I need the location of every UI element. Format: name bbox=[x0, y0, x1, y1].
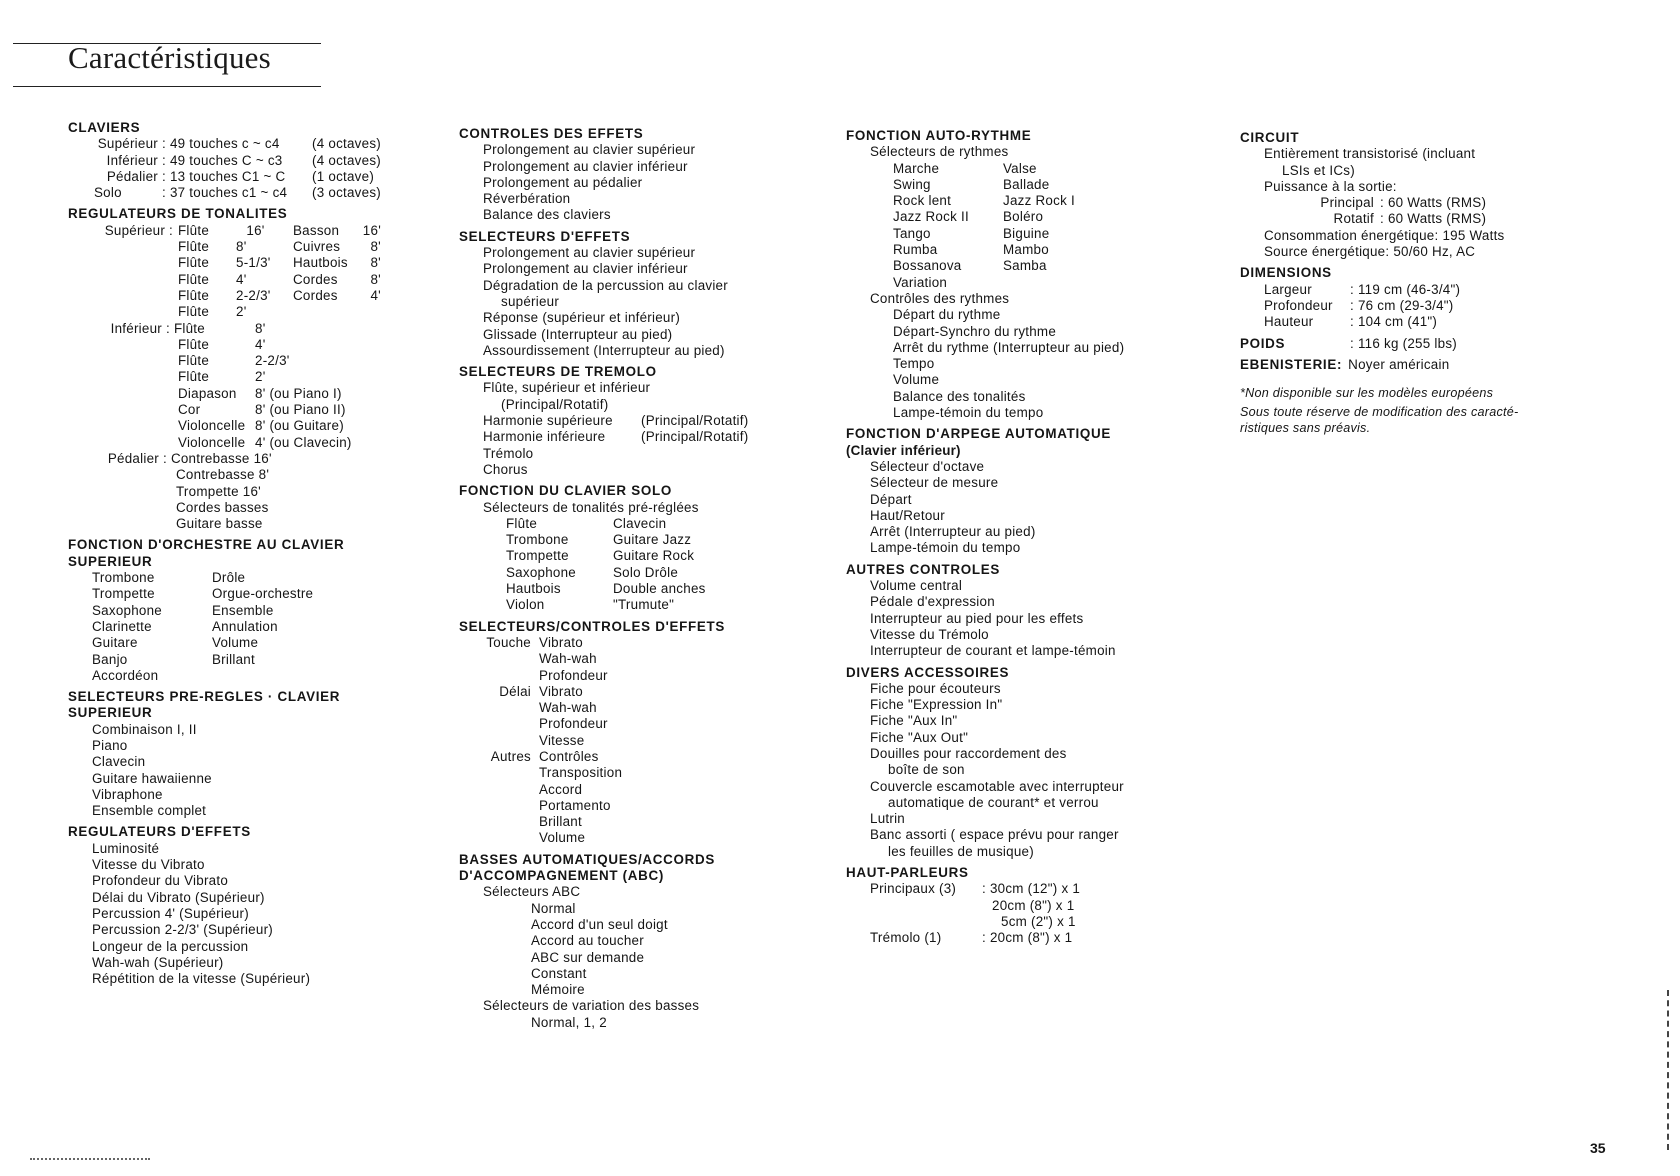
poids-value: : 116 kg (255 lbs) bbox=[1350, 335, 1457, 351]
orchestre-row: Trombone Drôle bbox=[92, 570, 246, 586]
solo-heading: FONCTION DU CLAVIER SOLO bbox=[459, 483, 672, 499]
sel-controles-row: Délai Vibrato bbox=[499, 683, 583, 699]
list-item: Accord au toucher bbox=[531, 933, 644, 949]
poids-heading: POIDS bbox=[1240, 335, 1286, 351]
sel-controles-row: Touche Vibrato bbox=[486, 634, 583, 650]
list-item: Percussion 2-2/3' (Supérieur) bbox=[92, 922, 273, 938]
section-orchestre bbox=[68, 537, 381, 684]
list-item: Lampe-témoin du tempo bbox=[870, 540, 1021, 556]
list-item: Sélecteurs ABC bbox=[483, 884, 581, 900]
solo-row: Hautbois Double anches bbox=[506, 581, 706, 597]
column-2 bbox=[459, 126, 748, 1036]
tonalites-inf-row: Violoncelle 8' (ou Guitare) bbox=[178, 418, 344, 434]
tonalites-row: Supérieur : Flûte 16' Basson 16' bbox=[104, 222, 381, 238]
list-item: Normal bbox=[531, 900, 576, 916]
preregles-heading: SELECTEURS PRE-REGLES · CLAVIER bbox=[68, 689, 341, 705]
list-item: Flûte, supérieur et inférieur bbox=[483, 380, 651, 396]
tonalites-inf-row: Diapason 8' (ou Piano I) bbox=[178, 385, 342, 401]
list-item: Balance des claviers bbox=[483, 207, 611, 223]
list-item: Longeur de la percussion bbox=[92, 938, 249, 954]
column-4 bbox=[1240, 130, 1518, 436]
list-item: Normal, 1, 2 bbox=[531, 1014, 607, 1030]
section-regulateurs-effets bbox=[68, 824, 381, 987]
list-item: Lutrin bbox=[870, 811, 905, 827]
list-item: Dégradation de la percussion au clavier bbox=[483, 277, 728, 293]
list-item: Réverbération bbox=[483, 191, 571, 207]
page-edge bbox=[1667, 990, 1669, 1150]
reg-effets-heading: REGULATEURS D'EFFETS bbox=[68, 824, 251, 840]
scan-artifact bbox=[30, 1158, 150, 1160]
solo-row: Flûte Clavecin bbox=[506, 515, 667, 531]
tonalites-heading: REGULATEURS DE TONALITES bbox=[68, 206, 288, 222]
sel-controles-row: Volume bbox=[539, 830, 586, 846]
list-item: Départ du rythme bbox=[893, 307, 1001, 323]
list-item: Luminosité bbox=[92, 840, 160, 856]
selecteurs-effets-heading: SELECTEURS D'EFFETS bbox=[459, 228, 631, 244]
rythme-row: Swing Ballade bbox=[893, 176, 1050, 192]
sel-controles-row: Profondeur bbox=[539, 667, 608, 683]
list-item: Prolongement au clavier supérieur bbox=[483, 245, 696, 261]
orchestre-row: Accordéon bbox=[92, 667, 159, 683]
tonalites-row: Flûte 2' bbox=[178, 304, 247, 320]
list-item: Consommation énergétique: 195 Watts bbox=[1264, 227, 1505, 243]
list-item: Wah-wah (Supérieur) bbox=[92, 954, 224, 970]
circuit-row: Rotatif : 60 Watts (RMS) bbox=[1333, 211, 1487, 227]
list-item: Réponse (supérieur et inférieur) bbox=[483, 310, 681, 326]
circuit-heading: CIRCUIT bbox=[1240, 130, 1300, 145]
list-item: LSIs et ICs) bbox=[1282, 162, 1355, 178]
sel-controles-row: Wah-wah bbox=[539, 651, 597, 667]
list-item: Piano bbox=[92, 737, 128, 753]
hautparleurs-row: Principaux (3) : 30cm (12") x 1 bbox=[870, 881, 1081, 897]
list-item: Sélecteur d'octave bbox=[870, 458, 985, 474]
list-item: Volume central bbox=[870, 578, 963, 594]
section-dimensions bbox=[1240, 265, 1518, 330]
claviers-heading: CLAVIERS bbox=[68, 120, 141, 135]
list-item: Entièrement transistorisé (incluant bbox=[1264, 146, 1476, 162]
sel-controles-row: Accord bbox=[539, 781, 583, 797]
tonalites-row: Flûte 4' Cordes 8' bbox=[178, 271, 381, 287]
tonalites-row: Flûte 8' Cuivres 8' bbox=[178, 239, 381, 255]
tonalites-ped-row: Cordes basses bbox=[176, 499, 269, 515]
list-item: Prolongement au clavier inférieur bbox=[483, 158, 688, 174]
arpege-subheading: (Clavier inférieur) bbox=[846, 442, 961, 458]
orchestre-row: Banjo Brillant bbox=[92, 651, 255, 667]
list-item: Combinaison I, II bbox=[92, 721, 197, 737]
section-ebenisterie bbox=[1240, 357, 1518, 373]
section-tonalites bbox=[68, 206, 381, 532]
rythme-heading: FONCTION AUTO-RYTHME bbox=[846, 128, 1032, 143]
list-item: Douilles pour raccordement des bbox=[870, 745, 1067, 761]
list-item: Balance des tonalités bbox=[893, 388, 1026, 404]
list-item: Contrôles des rythmes bbox=[870, 290, 1010, 306]
tremolo-heading: SELECTEURS DE TREMOLO bbox=[459, 364, 657, 380]
controles-effets-heading: CONTROLES DES EFFETS bbox=[459, 126, 644, 141]
dimensions-row: Hauteur : 104 cm (41") bbox=[1264, 314, 1438, 330]
list-item: Vitesse du Trémolo bbox=[870, 626, 989, 642]
section-controles-effets bbox=[459, 126, 748, 224]
section-tremolo bbox=[459, 364, 748, 478]
rythme-row: Tango Biguine bbox=[893, 225, 1050, 241]
list-item: Tempo bbox=[893, 356, 935, 372]
page-number: 35 bbox=[1590, 1140, 1606, 1156]
rythme-row: Bossanova Samba bbox=[893, 258, 1047, 274]
hautparleurs-heading: HAUT-PARLEURS bbox=[846, 865, 969, 881]
list-item: Fiche "Expression In" bbox=[870, 697, 1003, 713]
tonalites-inf-row: Inférieur : Flûte 8' bbox=[110, 320, 266, 336]
dimensions-heading: DIMENSIONS bbox=[1240, 265, 1332, 281]
tremolo-row: Harmonie supérieure (Principal/Rotatif) bbox=[483, 413, 749, 429]
claviers-row: Supérieur : 49 touches c ~ c4 (4 octaves) bbox=[97, 136, 381, 152]
footnote: *Non disponible sur les modèles européens bbox=[1240, 386, 1494, 401]
list-item: Prolongement au clavier supérieur bbox=[483, 142, 696, 158]
list-item: automatique de courant* et verrou bbox=[888, 794, 1099, 810]
basses-heading-2: D'ACCOMPAGNEMENT (ABC) bbox=[459, 868, 665, 884]
hautparleurs-row: Trémolo (1) : 20cm (8") x 1 bbox=[870, 930, 1073, 946]
list-item: Fiche "Aux Out" bbox=[870, 729, 969, 745]
list-item: Vitesse du Vibrato bbox=[92, 857, 205, 873]
list-item: Puissance à la sortie: bbox=[1264, 178, 1397, 194]
sel-controles-heading: SELECTEURS/CONTROLES D'EFFETS bbox=[459, 618, 726, 634]
dimensions-row: Profondeur : 76 cm (29-3/4") bbox=[1264, 297, 1454, 313]
list-item: Guitare hawaiienne bbox=[92, 770, 212, 786]
section-autres-controles bbox=[846, 562, 1124, 660]
list-item: Répétition de la vitesse (Supérieur) bbox=[92, 971, 311, 987]
list-item: Constant bbox=[531, 965, 587, 981]
list-item: Départ bbox=[870, 491, 912, 507]
footnote: Sous toute réserve de modification des caracté- bbox=[1240, 405, 1519, 420]
circuit-row: Principal : 60 Watts (RMS) bbox=[1320, 195, 1487, 211]
ebenisterie-heading: EBENISTERIE: bbox=[1240, 356, 1343, 372]
list-item: Sélecteurs de rythmes bbox=[870, 144, 1009, 160]
list-item: supérieur bbox=[501, 293, 560, 309]
solo-row: Saxophone Solo Drôle bbox=[506, 564, 679, 580]
dimensions-row: Largeur : 119 cm (46-3/4") bbox=[1264, 281, 1461, 297]
orchestre-heading-2: SUPERIEUR bbox=[68, 553, 153, 569]
orchestre-row: Saxophone Ensemble bbox=[92, 602, 274, 618]
sel-controles-row: Autres Contrôles bbox=[490, 748, 599, 764]
list-item: Percussion 4' (Supérieur) bbox=[92, 905, 249, 921]
rythme-row: Rock lent Jazz Rock I bbox=[893, 193, 1075, 209]
list-item: Fiche "Aux In" bbox=[870, 713, 958, 729]
list-item: Chorus bbox=[483, 461, 528, 477]
page-title: Caractéristiques bbox=[68, 40, 271, 75]
list-item: Délai du Vibrato (Supérieur) bbox=[92, 889, 265, 905]
sel-controles-row: Vitesse bbox=[539, 732, 585, 748]
accessoires-heading: DIVERS ACCESSOIRES bbox=[846, 664, 1010, 680]
orchestre-heading: FONCTION D'ORCHESTRE AU CLAVIER bbox=[68, 537, 345, 553]
tonalites-row: Flûte 2-2/3' Cordes 4' bbox=[178, 287, 381, 303]
sel-controles-row: Profondeur bbox=[539, 716, 608, 732]
column-3 bbox=[846, 128, 1124, 952]
claviers-row: Pédalier : 13 touches C1 ~ C (1 octave) bbox=[106, 168, 375, 184]
tonalites-inf-row: Flûte 2-2/3' bbox=[178, 353, 290, 369]
arpege-heading: FONCTION D'ARPEGE AUTOMATIQUE bbox=[846, 426, 1112, 442]
list-item: Profondeur du Vibrato bbox=[92, 873, 229, 889]
sel-controles-row: Portamento bbox=[539, 797, 611, 813]
claviers-row: Inférieur : 49 touches C ~ c3 (4 octaves) bbox=[106, 152, 381, 168]
orchestre-row: Guitare Volume bbox=[92, 635, 259, 651]
tonalites-ped-row: Contrebasse 8' bbox=[176, 467, 270, 483]
tonalites-ped-row: Trompette 16' bbox=[176, 483, 261, 499]
list-item: Glissade (Interrupteur au pied) bbox=[483, 326, 673, 342]
sel-controles-row: Wah-wah bbox=[539, 700, 597, 716]
list-item: Arrêt (Interrupteur au pied) bbox=[870, 524, 1036, 540]
rythme-row: Jazz Rock II Boléro bbox=[893, 209, 1044, 225]
list-item: boîte de son bbox=[888, 762, 965, 778]
tonalites-inf-row: Violoncelle 4' (ou Clavecin) bbox=[178, 434, 352, 450]
basses-heading: BASSES AUTOMATIQUES/ACCORDS bbox=[459, 851, 715, 867]
orchestre-row: Clarinette Annulation bbox=[92, 618, 278, 634]
orchestre-row: Trompette Orgue-orchestre bbox=[92, 586, 314, 602]
section-selecteurs-effets bbox=[459, 229, 748, 359]
solo-row: Trompette Guitare Rock bbox=[506, 548, 695, 564]
section-arpege bbox=[846, 426, 1124, 556]
preregles-heading-2: SUPERIEUR bbox=[68, 705, 153, 721]
section-selecteurs-controles bbox=[459, 619, 748, 847]
list-item: Sélecteurs de tonalités pré-réglées bbox=[483, 499, 699, 515]
footnotes bbox=[1240, 385, 1518, 436]
list-item: Couvercle escamotable avec interrupteur bbox=[870, 778, 1124, 794]
list-item: Trémolo bbox=[483, 445, 534, 461]
list-item: (Principal/Rotatif) bbox=[501, 396, 609, 412]
list-item: Départ-Synchro du rythme bbox=[893, 323, 1057, 339]
list-item: Accord d'un seul doigt bbox=[531, 916, 668, 932]
column-1 bbox=[68, 120, 381, 992]
title-bottom-rule bbox=[13, 86, 321, 87]
list-item: Prolongement au pédalier bbox=[483, 174, 643, 190]
ebenisterie-value: Noyer américain bbox=[1348, 356, 1450, 372]
tonalites-row: Flûte 5-1/3' Hautbois 8' bbox=[178, 255, 381, 271]
sel-controles-row: Transposition bbox=[539, 765, 623, 781]
list-item: Volume bbox=[893, 372, 940, 388]
tonalites-inf-row: Flûte 4' bbox=[178, 336, 266, 352]
list-item: Interrupteur de courant et lampe-témoin bbox=[870, 643, 1116, 659]
tonalites-inf-row: Cor 8' (ou Piano II) bbox=[178, 402, 346, 418]
section-accessoires bbox=[846, 665, 1124, 861]
section-clavier-solo bbox=[459, 483, 748, 613]
hautparleurs-row: 5cm (2") x 1 bbox=[1001, 913, 1076, 929]
solo-row: Violon "Trumute" bbox=[506, 597, 675, 613]
tonalites-inf-row: Flûte 2' bbox=[178, 369, 266, 385]
list-item: Pédale d'expression bbox=[870, 594, 995, 610]
list-item: Mémoire bbox=[531, 982, 585, 998]
list-item: ABC sur demande bbox=[531, 949, 645, 965]
rythme-row: Variation bbox=[893, 274, 948, 290]
list-item: Clavecin bbox=[92, 754, 146, 770]
list-item: Prolongement au clavier inférieur bbox=[483, 261, 688, 277]
list-item: Ensemble complet bbox=[92, 803, 207, 819]
list-item: Sélecteur de mesure bbox=[870, 475, 999, 491]
section-haut-parleurs bbox=[846, 865, 1124, 946]
section-poids bbox=[1240, 336, 1518, 352]
rythme-row: Rumba Mambo bbox=[893, 242, 1049, 258]
list-item: Lampe-témoin du tempo bbox=[893, 405, 1044, 421]
footnote: ristiques sans préavis. bbox=[1240, 421, 1371, 436]
tonalites-ped-row: Guitare basse bbox=[176, 516, 263, 532]
list-item: Interrupteur au pied pour les effets bbox=[870, 610, 1084, 626]
section-claviers bbox=[68, 120, 381, 201]
list-item: Haut/Retour bbox=[870, 507, 945, 523]
solo-row: Trombone Guitare Jazz bbox=[506, 532, 692, 548]
section-preregles bbox=[68, 689, 381, 819]
section-basses bbox=[459, 852, 748, 1031]
list-item: les feuilles de musique) bbox=[888, 843, 1034, 859]
section-circuit bbox=[1240, 130, 1518, 260]
list-item: Sélecteurs de variation des basses bbox=[483, 998, 700, 1014]
claviers-row: Solo : 37 touches c1 ~ c4 (3 octaves) bbox=[94, 185, 381, 201]
list-item: Arrêt du rythme (Interrupteur au pied) bbox=[893, 339, 1125, 355]
sel-controles-row: Brillant bbox=[539, 814, 582, 830]
section-auto-rythme bbox=[846, 128, 1124, 421]
list-item: Banc assorti ( espace prévu pour ranger bbox=[870, 827, 1119, 843]
list-item: Fiche pour écouteurs bbox=[870, 680, 1001, 696]
hautparleurs-row: 20cm (8") x 1 bbox=[992, 897, 1075, 913]
tremolo-row: Harmonie inférieure (Principal/Rotatif) bbox=[483, 429, 749, 445]
list-item: Vibraphone bbox=[92, 786, 163, 802]
list-item: Assourdissement (Interrupteur au pied) bbox=[483, 342, 725, 358]
autres-heading: AUTRES CONTROLES bbox=[846, 561, 1001, 577]
tonalites-ped-row: Pédalier : Contrebasse 16' bbox=[107, 450, 272, 466]
list-item: Source énergétique: 50/60 Hz, AC bbox=[1264, 244, 1476, 260]
rythme-row: Marche Valse bbox=[893, 160, 1037, 176]
